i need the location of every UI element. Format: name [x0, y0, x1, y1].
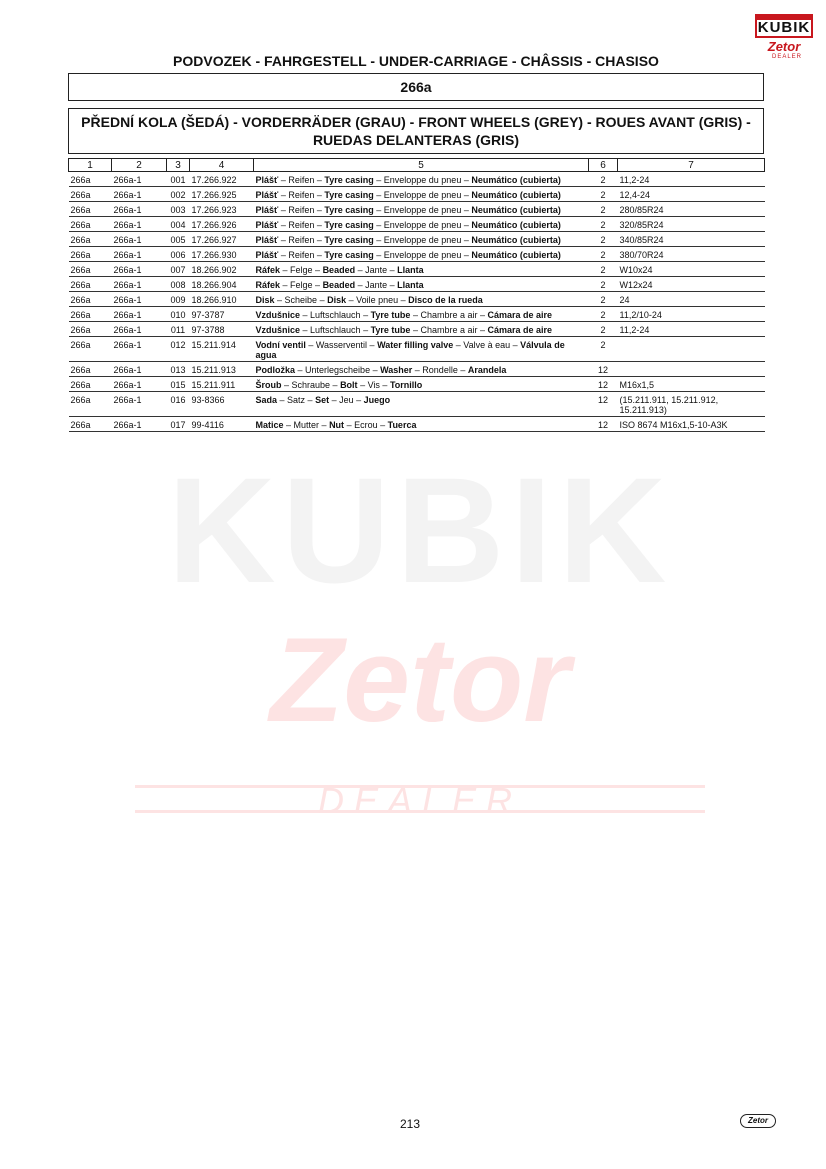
cell-col-6: 2	[589, 187, 618, 202]
cell-col-2: 266a-1	[112, 322, 167, 337]
table-row	[69, 187, 765, 202]
cell-col-2: 266a-1	[112, 232, 167, 247]
logo-kubik-text: KUBIK	[755, 18, 813, 38]
table-row	[69, 307, 765, 322]
cell-col-4: 18.266.904	[190, 277, 254, 292]
watermark	[120, 360, 720, 860]
page-number: 213	[399, 1117, 421, 1131]
cell-col-2: 266a-1	[112, 277, 167, 292]
cell-col-1: 266a	[69, 307, 112, 322]
table-row	[69, 277, 765, 292]
cell-col-3: 005	[167, 232, 190, 247]
header-col-1: 1	[69, 159, 112, 172]
cell-col-2: 266a-1	[112, 417, 167, 432]
cell-col-5: Plášť – Reifen – Tyre casing – Enveloppe de pneu – Neumático (cubierta)	[254, 232, 589, 247]
cell-col-4: 17.266.930	[190, 247, 254, 262]
cell-col-3: 012	[167, 337, 190, 362]
cell-col-6: 2	[589, 202, 618, 217]
page-title: PODVOZEK - FAHRGESTELL - UNDER-CARRIAGE - CHÂSSIS - CHASISO	[173, 53, 659, 69]
table-row	[69, 232, 765, 247]
table-row	[69, 292, 765, 307]
description-line-1: PŘEDNÍ KOLA (ŠEDÁ) - VORDERRÄDER (GRAU) - FRONT WHEELS (GREY) - ROUES AVANT (GRIS) -	[81, 114, 751, 130]
cell-col-1: 266a	[69, 322, 112, 337]
cell-col-7: M16x1,5	[618, 377, 765, 392]
cell-col-1: 266a	[69, 417, 112, 432]
cell-col-3: 009	[167, 292, 190, 307]
cell-col-3: 007	[167, 262, 190, 277]
cell-col-7: 340/85R24	[618, 232, 765, 247]
cell-col-6: 12	[589, 377, 618, 392]
cell-col-4: 99-4116	[190, 417, 254, 432]
cell-col-5: Plášť – Reifen – Tyre casing – Enveloppe de pneu – Neumático (cubierta)	[254, 247, 589, 262]
cell-col-4: 17.266.925	[190, 187, 254, 202]
cell-col-2: 266a-1	[112, 392, 167, 417]
cell-col-1: 266a	[69, 247, 112, 262]
cell-col-2: 266a-1	[112, 362, 167, 377]
parts-table	[68, 158, 765, 432]
table-row	[69, 217, 765, 232]
cell-col-1: 266a	[69, 377, 112, 392]
table-header-row	[69, 159, 765, 172]
cell-col-5: Disk – Scheibe – Disk – Voile pneu – Disco de la rueda	[254, 292, 589, 307]
cell-col-2: 266a-1	[112, 377, 167, 392]
header-col-3: 3	[167, 159, 190, 172]
header-col-5: 5	[254, 159, 589, 172]
cell-col-1: 266a	[69, 292, 112, 307]
cell-col-7: W12x24	[618, 277, 765, 292]
table-row	[69, 172, 765, 187]
cell-col-6: 2	[589, 292, 618, 307]
cell-col-3: 010	[167, 307, 190, 322]
cell-col-1: 266a	[69, 217, 112, 232]
parts-table-body	[69, 172, 765, 432]
cell-col-6: 2	[589, 232, 618, 247]
cell-col-5: Sada – Satz – Set – Jeu – Juego	[254, 392, 589, 417]
table-row	[69, 202, 765, 217]
watermark-zetor: Zetor	[270, 613, 570, 747]
cell-col-2: 266a-1	[112, 172, 167, 187]
cell-col-5: Plášť – Reifen – Tyre casing – Enveloppe de pneu – Neumático (cubierta)	[254, 187, 589, 202]
cell-col-4: 97-3787	[190, 307, 254, 322]
cell-col-5: Podložka – Unterlegscheibe – Washer – Rondelle – Arandela	[254, 362, 589, 377]
cell-col-6: 2	[589, 277, 618, 292]
cell-col-5: Vzdušnice – Luftschlauch – Tyre tube – Chambre a air – Cámara de aire	[254, 307, 589, 322]
cell-col-4: 15.211.914	[190, 337, 254, 362]
cell-col-3: 004	[167, 217, 190, 232]
cell-col-1: 266a	[69, 277, 112, 292]
header-col-2: 2	[112, 159, 167, 172]
cell-col-4: 18.266.902	[190, 262, 254, 277]
cell-col-3: 006	[167, 247, 190, 262]
table-row	[69, 392, 765, 417]
cell-col-1: 266a	[69, 187, 112, 202]
header-col-6: 6	[589, 159, 618, 172]
cell-col-3: 011	[167, 322, 190, 337]
cell-col-5: Vzdušnice – Luftschlauch – Tyre tube – Chambre a air – Cámara de aire	[254, 322, 589, 337]
zetor-footer-logo: Zetor	[740, 1114, 776, 1128]
cell-col-5: Ráfek – Felge – Beaded – Jante – Llanta	[254, 262, 589, 277]
cell-col-2: 266a-1	[112, 247, 167, 262]
cell-col-1: 266a	[69, 232, 112, 247]
cell-col-4: 15.211.913	[190, 362, 254, 377]
cell-col-1: 266a	[69, 337, 112, 362]
cell-col-6: 12	[589, 362, 618, 377]
cell-col-2: 266a-1	[112, 292, 167, 307]
table-row	[69, 322, 765, 337]
description-line-2: RUEDAS DELANTERAS (GRIS)	[312, 132, 520, 148]
cell-col-4: 93-8366	[190, 392, 254, 417]
cell-col-3: 002	[167, 187, 190, 202]
table-row	[69, 377, 765, 392]
group-code-box	[68, 73, 764, 101]
group-code: 266a	[400, 79, 432, 95]
cell-col-4: 15.211.911	[190, 377, 254, 392]
cell-col-1: 266a	[69, 202, 112, 217]
cell-col-7: 320/85R24	[618, 217, 765, 232]
cell-col-5: Vodní ventil – Wasserventil – Water filling valve – Valve à eau – Válvula de agua	[254, 337, 589, 362]
cell-col-3: 017	[167, 417, 190, 432]
header-col-4: 4	[190, 159, 254, 172]
cell-col-3: 015	[167, 377, 190, 392]
table-row	[69, 337, 765, 362]
cell-col-6: 2	[589, 307, 618, 322]
cell-col-6: 2	[589, 262, 618, 277]
cell-col-7: 11,2/10-24	[618, 307, 765, 322]
watermark-kubik: KUBIK	[167, 446, 673, 614]
watermark-dealer: DEALER	[317, 780, 523, 821]
cell-col-2: 266a-1	[112, 202, 167, 217]
cell-col-6: 12	[589, 392, 618, 417]
logo-dealer-text: DEALER	[771, 54, 802, 60]
cell-col-7: (15.211.911, 15.211.912, 15.211.913)	[618, 392, 765, 417]
cell-col-3: 003	[167, 202, 190, 217]
logo-zetor-text: Zetor	[767, 39, 801, 54]
cell-col-3: 016	[167, 392, 190, 417]
cell-col-7	[618, 362, 765, 377]
cell-col-2: 266a-1	[112, 217, 167, 232]
cell-col-6: 2	[589, 247, 618, 262]
cell-col-3: 008	[167, 277, 190, 292]
cell-col-6: 2	[589, 337, 618, 362]
cell-col-1: 266a	[69, 262, 112, 277]
cell-col-4: 17.266.926	[190, 217, 254, 232]
description-box	[68, 108, 764, 154]
cell-col-7: 12,4-24	[618, 187, 765, 202]
cell-col-5: Plášť – Reifen – Tyre casing – Enveloppe de pneu – Neumático (cubierta)	[254, 217, 589, 232]
header-col-7: 7	[618, 159, 765, 172]
cell-col-6: 2	[589, 217, 618, 232]
cell-col-7: 11,2-24	[618, 322, 765, 337]
cell-col-1: 266a	[69, 362, 112, 377]
cell-col-3: 013	[167, 362, 190, 377]
cell-col-7: ISO 8674 M16x1,5-10-A3K	[618, 417, 765, 432]
cell-col-1: 266a	[69, 172, 112, 187]
cell-col-2: 266a-1	[112, 307, 167, 322]
cell-col-5: Matice – Mutter – Nut – Ecrou – Tuerca	[254, 417, 589, 432]
cell-col-6: 2	[589, 322, 618, 337]
cell-col-2: 266a-1	[112, 262, 167, 277]
table-row	[69, 247, 765, 262]
table-row	[69, 362, 765, 377]
cell-col-6: 2	[589, 172, 618, 187]
cell-col-4: 17.266.923	[190, 202, 254, 217]
cell-col-5: Ráfek – Felge – Beaded – Jante – Llanta	[254, 277, 589, 292]
cell-col-7: 11,2-24	[618, 172, 765, 187]
cell-col-7: 280/85R24	[618, 202, 765, 217]
table-row	[69, 262, 765, 277]
cell-col-7: 380/70R24	[618, 247, 765, 262]
cell-col-7: W10x24	[618, 262, 765, 277]
cell-col-2: 266a-1	[112, 187, 167, 202]
cell-col-5: Šroub – Schraube – Bolt – Vis – Tornillo	[254, 377, 589, 392]
cell-col-5: Plášť – Reifen – Tyre casing – Enveloppe du pneu – Neumático (cubierta)	[254, 172, 589, 187]
cell-col-7	[618, 337, 765, 362]
cell-col-4: 97-3788	[190, 322, 254, 337]
cell-col-7: 24	[618, 292, 765, 307]
cell-col-1: 266a	[69, 392, 112, 417]
cell-col-6: 12	[589, 417, 618, 432]
cell-col-4: 17.266.922	[190, 172, 254, 187]
cell-col-4: 17.266.927	[190, 232, 254, 247]
cell-col-4: 18.266.910	[190, 292, 254, 307]
cell-col-2: 266a-1	[112, 337, 167, 362]
table-row	[69, 417, 765, 432]
cell-col-3: 001	[167, 172, 190, 187]
cell-col-5: Plášť – Reifen – Tyre casing – Enveloppe de pneu – Neumático (cubierta)	[254, 202, 589, 217]
